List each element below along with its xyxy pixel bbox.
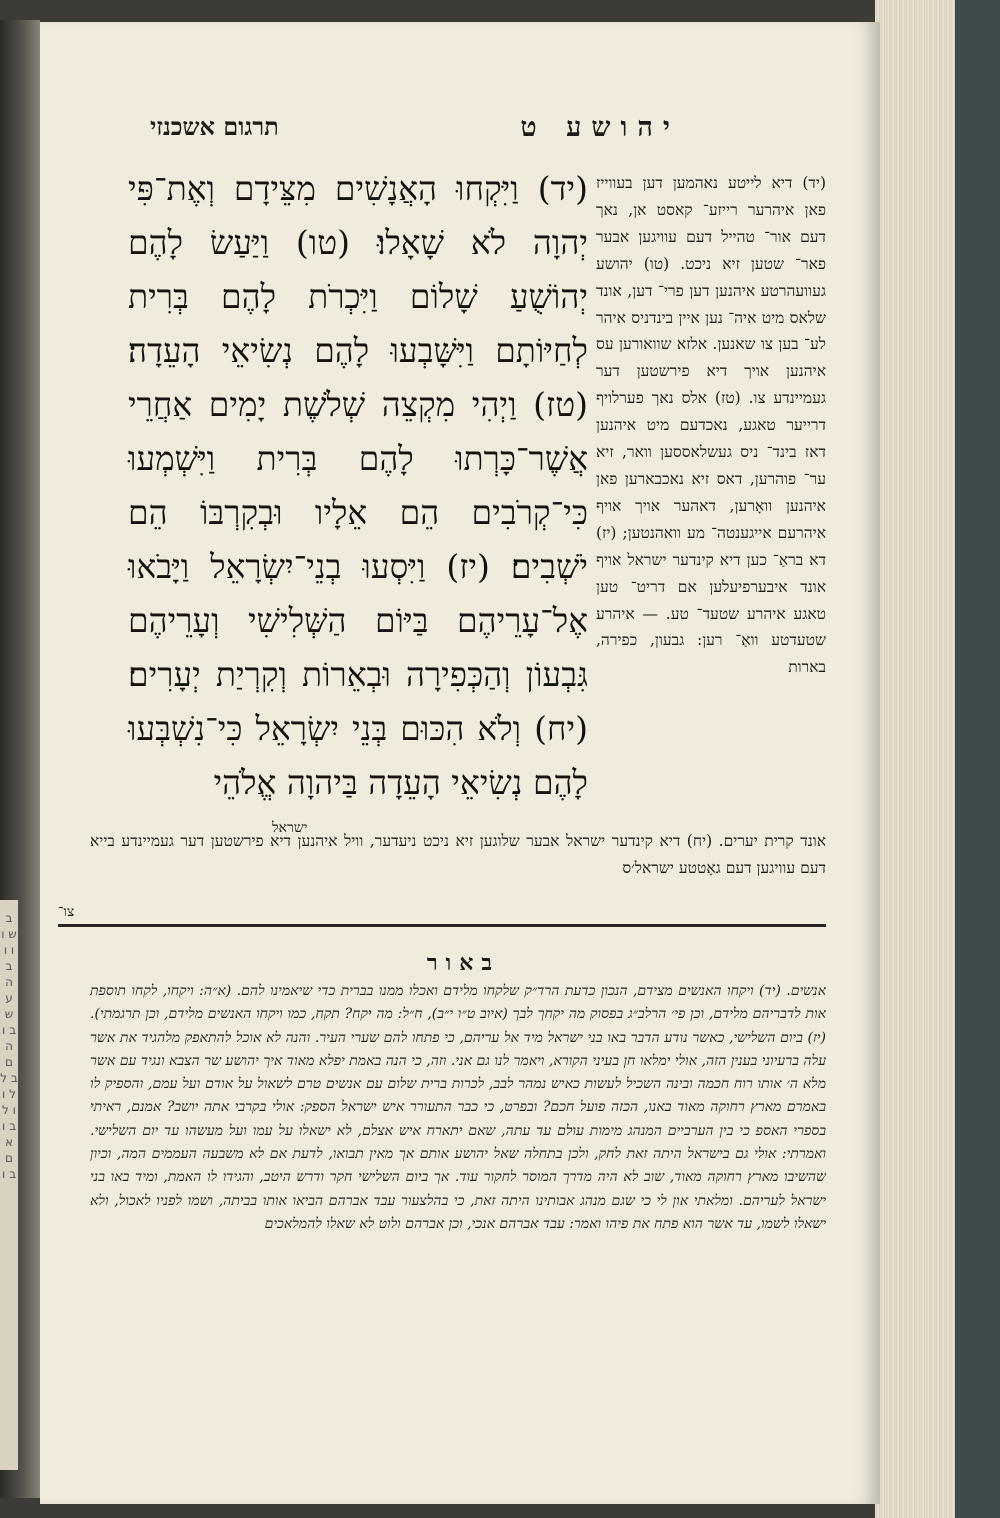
main-catchword: ישראל	[272, 820, 308, 836]
commentary-text: אנשים. (יד) ויקחו האנשים מצידם, הנכון כדעת הרד״ק שלקחו מלידם ואכלו ממנו בברית כדי שיאמינו להם. (א״ה: ויקחו, לקחו תוספת אות לדבריהם מלידם, וכן פי׳ הרלב״ג בפסוק מה יקחך לבך (איוב ט״ו י״ב), ח״ל: מה יקח? תקח, כמו ויקחו האנשים מלידם, וכן תרגמתי). (יז) ביום השלישי, כאשר נודע הדבר באו בני ישראל מיד אל עריהם, כי פתחו להם שערי העיר. והנה לא אוכל להתאפק מלהגיד את אשר עלה ברעיוני בענין הזה, אולי ימלאו חן בעיני הקורא, ויאמר לנו גם אני. וזה, כי הנה באמת יפלא מאוד איך יהושע שר הצבא ונגיד עם אשר מלא ה׳ אותו רוח חכמה ובינה השכיל לעשות כאיש נמהר לבב, לכרות ברית שלום עם אנשים טרם לשאול על אודם ועל עמם, והספיק לו באמרם מארץ רחוקה מאוד באנו, הכזה פועל חכם? ובפרט, כי כבר התעורר איש ישראל הספק: אולי בקרבי אתה יושב? אמנם, ראיתי בספרי האספ כי בין הערביים המנהג מימות עולם עד עתה, שאם יתארח איש אצלם, לא ישאלו על עמו ועל מעשהו עד יום השלישי. ואמרתי: אולי גם בישראל היתה זאת לחק, ולכן בתחלה שאל יהושע אותם אך מאין תבואו, לדעת אם לא משבעה העממים המה, וכיון שהשיבו מארץ רחוקה מאוד, שוב לא היה מדרך המוסר לחקור עוד. אך ביום השלישי חקר ודרש היטב, והגידו לו האמת, ומיד באו בני ישראל לעריהם. ומלאתי און לי כי שגם מנהג אבותינו היתה זאת, כי בהלצעור עבד אברהם הביאו אותו בביתה, ושמו לפניו לאכול, ולא ישאלו לשמו, עד אשר הוא פתח את פיהו ואמר: עבד אברהם אנכי, וכן אברהם ולוט לא שאלו להמלאכים	[90, 983, 826, 1232]
running-head-book: יהושע ט	[520, 112, 680, 143]
book-page	[40, 22, 880, 1504]
page-block-edge	[875, 0, 1000, 1518]
commentary-block	[90, 980, 826, 1420]
translation-column	[596, 170, 826, 681]
translation-continuation-text: אונד קרית יערים. (יח) דיא קינדער ישראל אבער שלוגען זיא ניכט ניעדער, וויל איהנען דיא פירשטען דער געמיינדע בייא דעם עוויגען דעם גאָטטע ישראל׳ס	[90, 832, 826, 877]
main-text-body: (יד) וַיִּקְחוּ הָאֲנָשִׁים מִצֵּידָם וְאֶת־פִּי יְהוָה לֹא שָׁאָלוּ׃ (טו) וַיַּעַשׂ לָהֶם יְהוֹשֻׁעַ שָׁלוֹם וַיִּכְרֹת לָהֶם בְּרִית לְחַיּוֹתָם וַיִּשָּׁבְעוּ לָהֶם נְשִׂיאֵי הָעֵדָה׃ (טז) וַיְהִי מִקְצֵה שְׁלֹשֶׁת יָמִים אַחֲרֵי אֲשֶׁר־כָּרְתוּ לָהֶם בְּרִית וַיִּשְׁמְעוּ כִּי־קְרֹבִים הֵם אֵלָיו וּבְקִרְבּוֹ הֵם יֹשְׁבִים׃ (יז) וַיִּסְעוּ בְנֵי־יִשְׂרָאֵל וַיָּבֹאוּ אֶל־עָרֵיהֶם בַּיּוֹם הַשְּׁלִישִׁי וְעָרֵיהֶם גִּבְעוֹן וְהַכְּפִירָה וּבְאֵרוֹת וְקִרְיַת יְעָרִים׃ (יח) וְלֹא הִכּוּם בְּנֵי יִשְׂרָאֵל כִּי־נִשְׁבְּעוּ לָהֶם נְשִׂיאֵי הָעֵדָה בַּיהוָה אֱלֹהֵי	[128, 169, 588, 802]
adjacent-page-text: ב ש ו ו ו ב ה ע ש ב ו ה ם ב ל ל ו ו ל ב ו א ם ב ו	[0, 911, 18, 1181]
commentary-title: באור	[426, 950, 500, 976]
section-divider	[58, 924, 826, 927]
translation-catchword: צו־	[58, 904, 75, 920]
hebrew-main-text	[128, 162, 588, 810]
translation-continuation	[90, 828, 826, 882]
adjacent-page-edge	[0, 900, 18, 1470]
book-cover-edge	[955, 0, 1000, 1518]
translation-text: (יד) דיא לייטע נאהמען דען בעווייז פאן איהרער רייזע־ קאסט אן, נאך דעם אור־ טהייל דעם עוויגען אבער פאר־ שטען זיא ניכט. (טו) יהושע געוועהרטע איהנען דען פרי־ דען, אונד שלאס מיט איה־ נען איין בינדניס איהר לע־ בען צו שאנען. אלזא שוואורען עס איהנען אויך דיא פירשטען דער געמיינדע צו. (טז) אלס נאך פערלויף דרייער טאגע, נאכדעם מיט איהנען דאז בינד־ ניס געשלאססען וואר, זיא ער־ פוהרען, דאס זיא נאכבארען פאן איהנען וואָרען, דאהער אויך אויף איהרעם אייגענטה־ מע וואהנטען; (יז) דא בראַ־ כען דיא קינדער ישראל אויף אונד איבערפיעלען אם דריט־ טען טאגע איהרע שטעד־ טע. — איהרע שטעדטע וואַ־ רען: גבעון, כפירה, בארות	[596, 174, 826, 677]
running-head-translation: תרגום אשכנזי	[150, 112, 279, 141]
